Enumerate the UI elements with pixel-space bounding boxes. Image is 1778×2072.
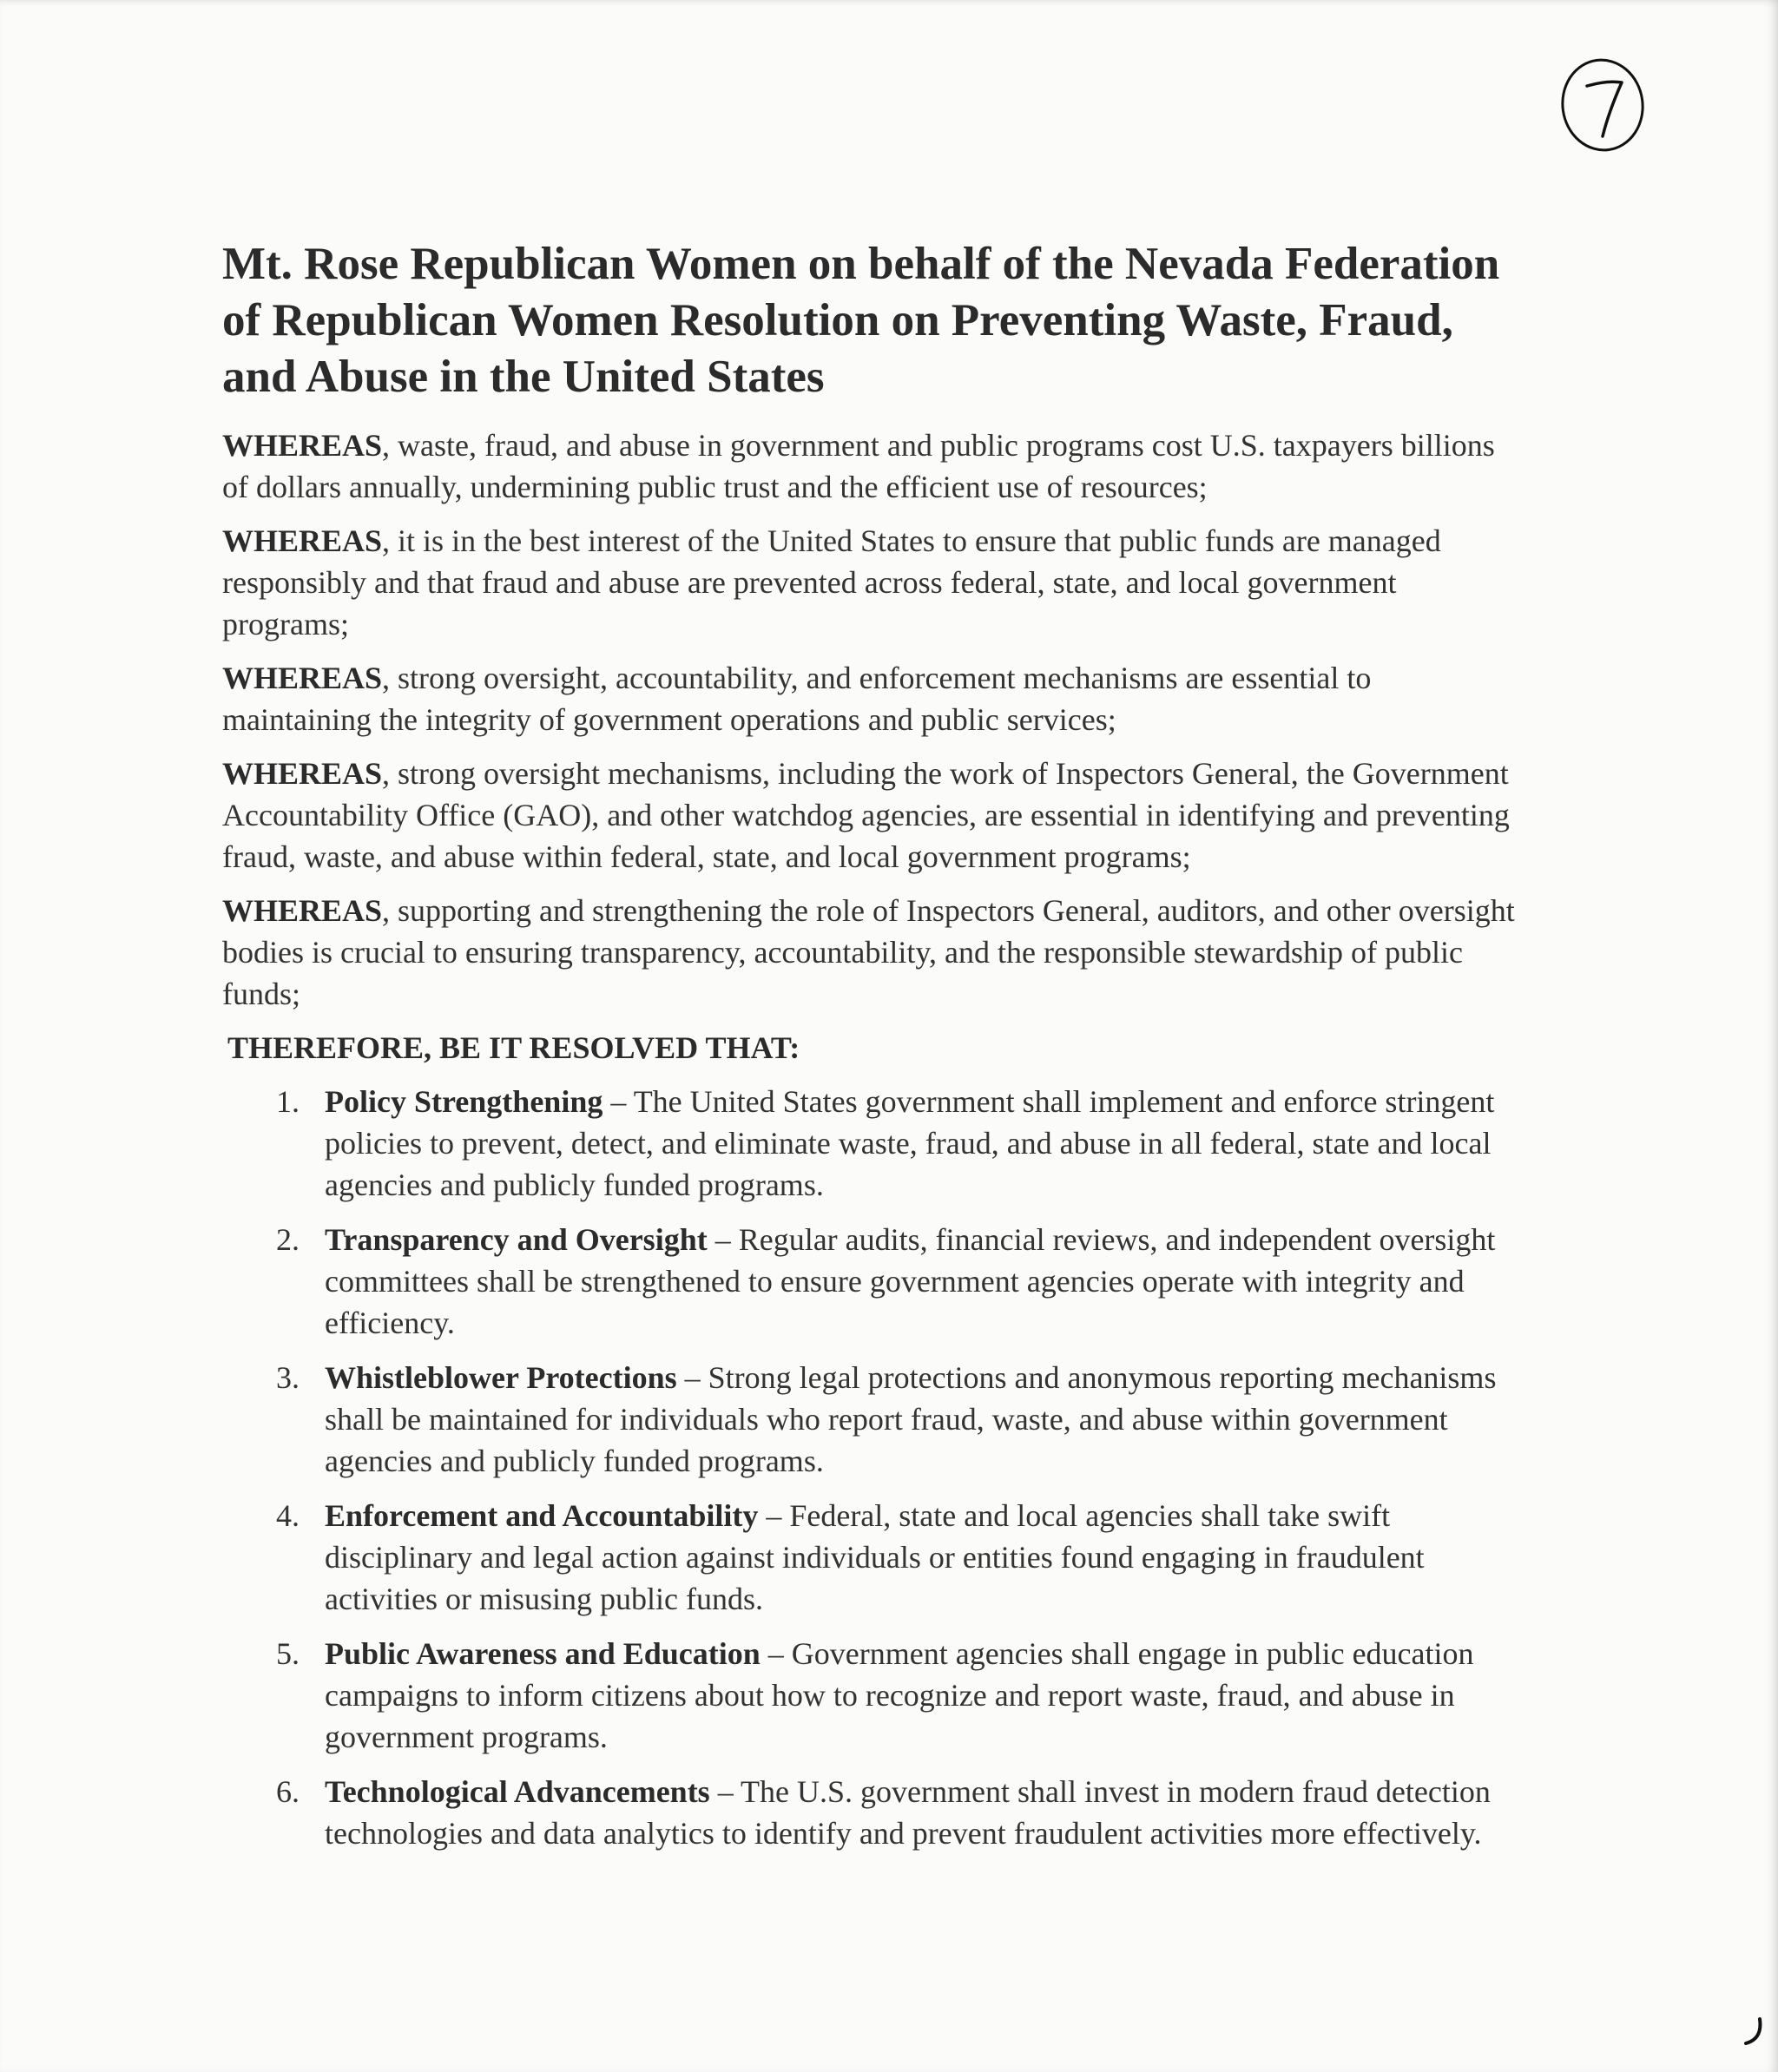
whereas-keyword: WHEREAS (222, 523, 383, 558)
resolution-list (222, 1081, 1524, 1854)
resolution-text: – Strong legal protections and anonymous reporting mechanisms shall be maintained for individuals who report fraud, waste, and abuse within government agencies and publicly funded programs. (325, 1360, 1497, 1478)
resolution-item (276, 1357, 1524, 1482)
corner-pen-mark (1741, 2014, 1767, 2049)
whereas-keyword: WHEREAS (222, 661, 383, 695)
whereas-clause (222, 424, 1524, 508)
whereas-clause (222, 890, 1524, 1015)
resolution-title: Transparency and Oversight (325, 1222, 708, 1257)
whereas-keyword: WHEREAS (222, 428, 383, 463)
whereas-keyword: WHEREAS (222, 893, 383, 928)
resolution-title: Technological Advancements (325, 1774, 710, 1809)
resolution-title: Enforcement and Accountability (325, 1498, 759, 1533)
resolution-text: – The U.S. government shall invest in modern fraud detection technologies and data analytics to identify and prevent fraudulent activities more effectively. (325, 1774, 1491, 1851)
handwritten-page-number (1554, 48, 1650, 161)
resolution-item (276, 1219, 1524, 1344)
resolution-item (276, 1081, 1524, 1206)
document-title: Mt. Rose Republican Women on behalf of the Nevada Federation of Republican Women Resolution on Preventing Waste, Fraud, and Abuse in the United States (222, 239, 1500, 402)
resolution-number: 6. (276, 1774, 300, 1809)
resolution-title: Public Awareness and Education (325, 1636, 761, 1671)
resolution-title: Policy Strengthening (325, 1084, 603, 1119)
resolution-item (276, 1495, 1524, 1620)
whereas-text: , strong oversight, accountability, and enforcement mechanisms are essential to maintaining the integrity of government operations and public services; (222, 661, 1372, 737)
whereas-text: , it is in the best interest of the United States to ensure that public funds are managed responsibly and that fraud and abuse are prevented across federal, state, and local government programs; (222, 523, 1441, 641)
whereas-text: , strong oversight mechanisms, including the work of Inspectors General, the Government Accountability Office (GAO), and other watchdog agencies, are essential in identifying and preventing fraud, waste, and abuse within federal, state, and local government programs; (222, 756, 1510, 874)
resolution-item (276, 1771, 1524, 1854)
resolution-body (222, 236, 1524, 1867)
circled-number-icon (1554, 48, 1650, 161)
resolution-number: 1. (276, 1084, 300, 1119)
whereas-text: , waste, fraud, and abuse in government and public programs cost U.S. taxpayers billions of dollars annually, undermining public trust and the efficient use of resources; (222, 428, 1495, 504)
whereas-clause (222, 520, 1524, 645)
whereas-keyword: WHEREAS (222, 756, 383, 791)
whereas-clauses (222, 424, 1524, 1015)
resolution-item (276, 1633, 1524, 1758)
resolution-number: 3. (276, 1360, 300, 1395)
resolution-number: 2. (276, 1222, 300, 1257)
resolved-heading: THEREFORE, BE IT RESOLVED THAT: (227, 1030, 800, 1065)
resolution-number: 4. (276, 1498, 300, 1533)
whereas-clause (222, 753, 1524, 878)
resolution-text: – The United States government shall implement and enforce stringent policies to prevent, detect, and eliminate waste, fraud, and abuse in all federal, state and local agencies and publicly funded programs. (325, 1084, 1495, 1202)
resolution-text: – Federal, state and local agencies shall take swift disciplinary and legal action against individuals or entities found engaging in fraudulent activities or misusing public funds. (325, 1498, 1425, 1616)
whereas-text: , supporting and strengthening the role of Inspectors General, auditors, and other oversight bodies is crucial to ensuring transparency, accountability, and the responsible stewardship of public funds; (222, 893, 1515, 1011)
resolution-text: – Government agencies shall engage in public education campaigns to inform citizens about how to recognize and report waste, fraud, and abuse in government programs. (325, 1636, 1474, 1754)
resolution-title: Whistleblower Protections (325, 1360, 677, 1395)
resolution-number: 5. (276, 1636, 300, 1671)
whereas-clause (222, 657, 1524, 740)
resolution-text: – Regular audits, financial reviews, and independent oversight committees shall be strengthened to ensure government agencies operate with integrity and efficiency. (325, 1222, 1496, 1340)
